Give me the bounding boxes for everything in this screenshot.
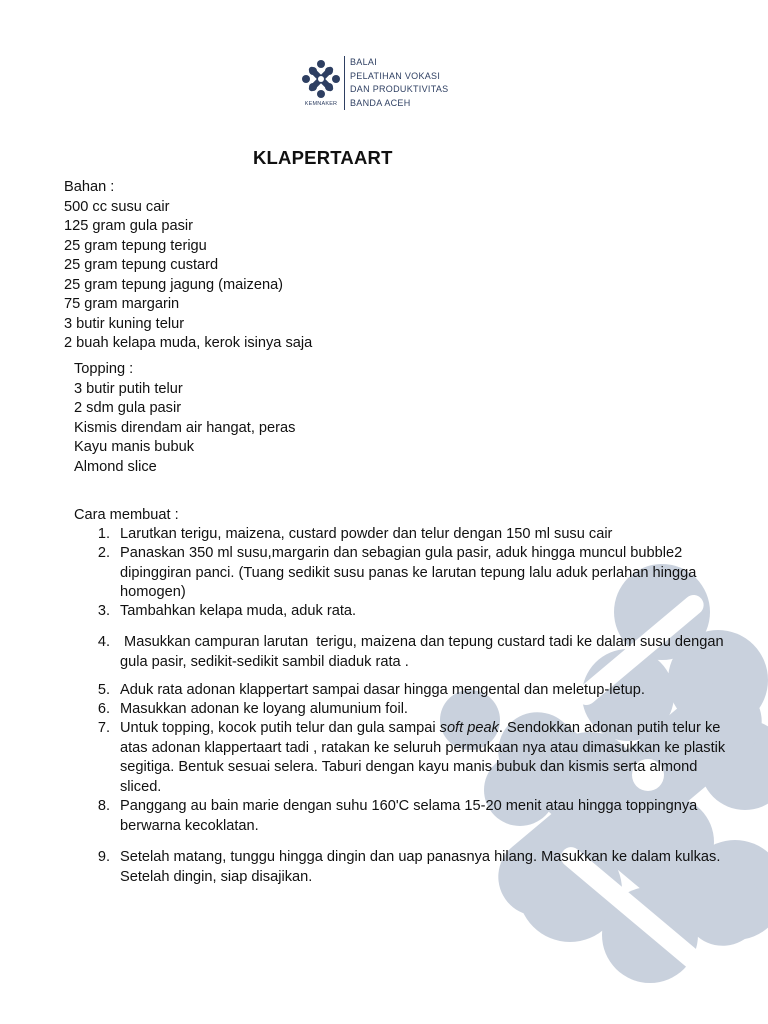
step-number: 9. — [97, 849, 110, 865]
kemnaker-logo-icon — [300, 58, 342, 100]
step-number: 3. — [97, 603, 110, 619]
ingredient-item: 2 buah kelapa muda, kerok isinya saja — [64, 335, 313, 351]
step-text: Setelah dingin, siap disajikan. — [120, 868, 313, 885]
ingredient-item: 25 gram tepung custard — [64, 257, 219, 273]
step-text: sliced. — [120, 778, 162, 795]
ingredients-section — [64, 178, 312, 354]
topping-item: Kayu manis bubuk — [74, 439, 195, 455]
ingredients-heading: Bahan : — [64, 179, 115, 195]
step-text-part: . Sendokkan adonan putih telur ke — [498, 720, 721, 736]
topping-item: 2 sdm gula pasir — [74, 400, 182, 416]
step-text: Masukkan adonan ke loyang alumunium foil. — [120, 701, 408, 717]
step-text: Aduk rata adonan klappertart sampai dasar hingga mengental dan meletup-letup. — [120, 682, 645, 698]
step-number: 2. — [97, 545, 110, 561]
step-number: 7. — [97, 720, 110, 736]
institution-name — [350, 56, 448, 110]
topping-item: Kismis direndam air hangat, peras — [74, 419, 296, 436]
step-text — [120, 719, 768, 739]
step-number: 4. — [97, 634, 110, 650]
step-text: dipinggiran panci. (Tuang sedikit susu panas ke larutan tepung lalu aduk perlahan hingga — [120, 564, 697, 581]
topping-heading: Topping : — [74, 361, 134, 377]
step-text: berwarna kecoklatan. — [120, 817, 259, 834]
logo-divider — [344, 56, 345, 110]
step-text: Panaskan 350 ml susu,margarin dan sebagian gula pasir, aduk hingga muncul bubble2 — [120, 545, 683, 561]
step-number: 6. — [97, 701, 110, 717]
step-number: 5. — [97, 682, 110, 698]
ingredient-item: 125 gram gula pasir — [64, 218, 193, 234]
step-text: gula pasir, sedikit-sedikit sambil diaduk rata . — [120, 653, 409, 670]
step-text: Masukkan campuran larutan terigu, maizena dan tepung custard tadi ke dalam susu dengan — [120, 634, 724, 650]
method-heading: Cara membuat : — [74, 507, 179, 523]
institution-line: BANDA ACEH — [350, 97, 411, 108]
step-text: segitiga. Bentuk sesuai selera. Taburi dengan kayu manis bubuk dan kismis serta almond — [120, 759, 698, 775]
step-text: Panggang au bain marie dengan suhu 160'C selama 15-20 menit atau hingga toppingnya — [120, 798, 698, 814]
step-text: Setelah matang, tunggu hingga dingin dan uap panasnya hilang. Masukkan ke dalam kulkas. — [120, 849, 721, 865]
institution-header — [300, 52, 470, 112]
logo-caption: KEMNAKER — [304, 101, 338, 107]
step-text: Tambahkan kelapa muda, aduk rata. — [120, 603, 357, 619]
step-text-italic: soft peak — [439, 720, 499, 736]
step-text: Larutkan terigu, maizena, custard powder dan telur dengan 150 ml susu cair — [120, 526, 613, 542]
ingredient-item: 25 gram tepung jagung (maizena) — [64, 276, 284, 293]
recipe-title: KLAPERTAART — [253, 147, 393, 168]
step-number: 1. — [97, 526, 110, 542]
ingredient-item: 25 gram tepung terigu — [64, 237, 207, 254]
ingredient-item: 500 cc susu cair — [64, 198, 170, 215]
step-number: 8. — [97, 798, 110, 814]
step-text: homogen) — [120, 584, 186, 600]
step-text-part: Untuk topping, kocok putih telur dan gula sampai — [120, 720, 440, 736]
topping-item: 3 butir putih telur — [74, 380, 183, 397]
step-text: atas adonan klappertaart tadi , ratakan ke seluruh permukaan nya atau dimasukkan ke plastik — [120, 739, 726, 756]
institution-line: DAN PRODUKTIVITAS — [350, 84, 449, 94]
topping-item: Almond slice — [74, 458, 157, 475]
institution-line: PELATIHAN VOKASI — [350, 70, 441, 81]
ingredient-item: 75 gram margarin — [64, 296, 180, 312]
topping-section — [74, 360, 295, 477]
institution-line: BALAI — [350, 57, 378, 67]
ingredient-item: 3 butir kuning telur — [64, 315, 185, 332]
